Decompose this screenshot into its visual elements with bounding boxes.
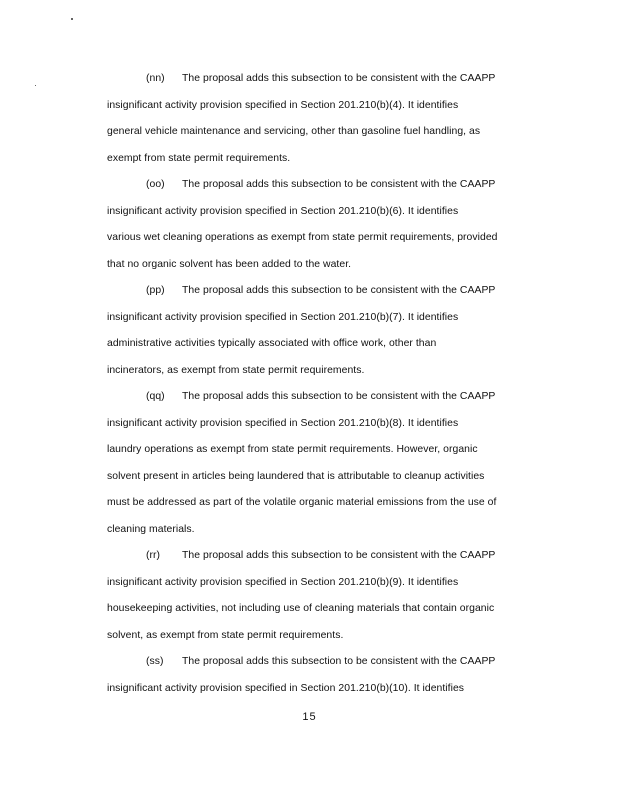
paragraph — [107, 278, 542, 384]
subsection-label: (oo) — [146, 179, 165, 190]
line-text: insignificant activity provision specified in Section 201.210(b)(10). It identifies — [107, 682, 465, 694]
line-text: The proposal adds this subsection to be consistent with the CAAPP — [182, 285, 496, 296]
line-text: that no organic solvent has been added to the water. — [107, 258, 352, 270]
text-line — [107, 543, 542, 570]
text-line — [107, 384, 542, 411]
line-text: exempt from state permit requirements. — [107, 152, 291, 164]
scan-speck — [35, 85, 36, 86]
text-line — [107, 278, 542, 305]
paragraph — [107, 172, 542, 278]
line-text: incinerators, as exempt from state permit requirements. — [107, 364, 365, 376]
line-text: insignificant activity provision specified in Section 201.210(b)(8). It identifies — [107, 417, 459, 429]
text-line — [107, 66, 542, 93]
subsection-label: (qq) — [146, 391, 165, 402]
paragraph — [107, 66, 542, 172]
text-line — [107, 119, 542, 146]
text-line — [107, 93, 542, 120]
text-line — [107, 411, 542, 438]
line-text: solvent present in articles being laundered that is attributable to cleanup activities — [107, 470, 485, 482]
subsection-label: (pp) — [146, 285, 165, 296]
line-text: laundry operations as exempt from state permit requirements. However, organic — [107, 444, 478, 456]
line-text: The proposal adds this subsection to be consistent with the CAAPP — [182, 179, 496, 190]
text-line — [107, 225, 542, 252]
text-line — [107, 331, 542, 358]
line-text: The proposal adds this subsection to be consistent with the CAAPP — [182, 550, 496, 561]
page-number: 15 — [302, 711, 317, 723]
text-line — [107, 252, 542, 279]
subsection-label: (rr) — [146, 550, 161, 561]
text-line — [107, 464, 542, 491]
paragraph — [107, 384, 542, 544]
text-line — [107, 649, 542, 676]
line-text: must be addressed as part of the volatile organic material emissions from the use of — [107, 497, 497, 509]
line-text: insignificant activity provision specified in Section 201.210(b)(6). It identifies — [107, 205, 459, 217]
text-line — [107, 358, 542, 385]
line-text: insignificant activity provision specified in Section 201.210(b)(4). It identifies — [107, 99, 459, 111]
line-text: housekeeping activities, not including use of cleaning materials that contain organic — [107, 603, 495, 615]
text-line — [107, 676, 542, 703]
subsection-label: (ss) — [146, 656, 164, 667]
line-text: solvent, as exempt from state permit requirements. — [107, 629, 344, 641]
line-text: various wet cleaning operations as exempt from state permit requirements, provided — [107, 232, 498, 244]
subsection-label: (nn) — [146, 73, 165, 84]
line-text: administrative activities typically associated with office work, other than — [107, 338, 437, 350]
line-text: insignificant activity provision specified in Section 201.210(b)(7). It identifies — [107, 311, 459, 323]
text-line — [107, 490, 542, 517]
line-text: The proposal adds this subsection to be consistent with the CAAPP — [182, 656, 496, 667]
line-text: insignificant activity provision specified in Section 201.210(b)(9). It identifies — [107, 576, 459, 588]
text-line — [107, 172, 542, 199]
scan-speck — [71, 18, 73, 20]
text-line — [107, 146, 542, 173]
text-line — [107, 596, 542, 623]
text-line — [107, 517, 542, 544]
line-text: general vehicle maintenance and servicing, other than gasoline fuel handling, as — [107, 126, 481, 138]
line-text: The proposal adds this subsection to be consistent with the CAAPP — [182, 73, 496, 84]
text-line — [107, 437, 542, 464]
line-text: cleaning materials. — [107, 523, 195, 535]
paragraph — [107, 543, 542, 649]
text-line — [107, 570, 542, 597]
line-text: The proposal adds this subsection to be consistent with the CAAPP — [182, 391, 496, 402]
text-line — [107, 305, 542, 332]
text-line — [107, 199, 542, 226]
text-line — [107, 623, 542, 650]
paragraph — [107, 649, 542, 702]
